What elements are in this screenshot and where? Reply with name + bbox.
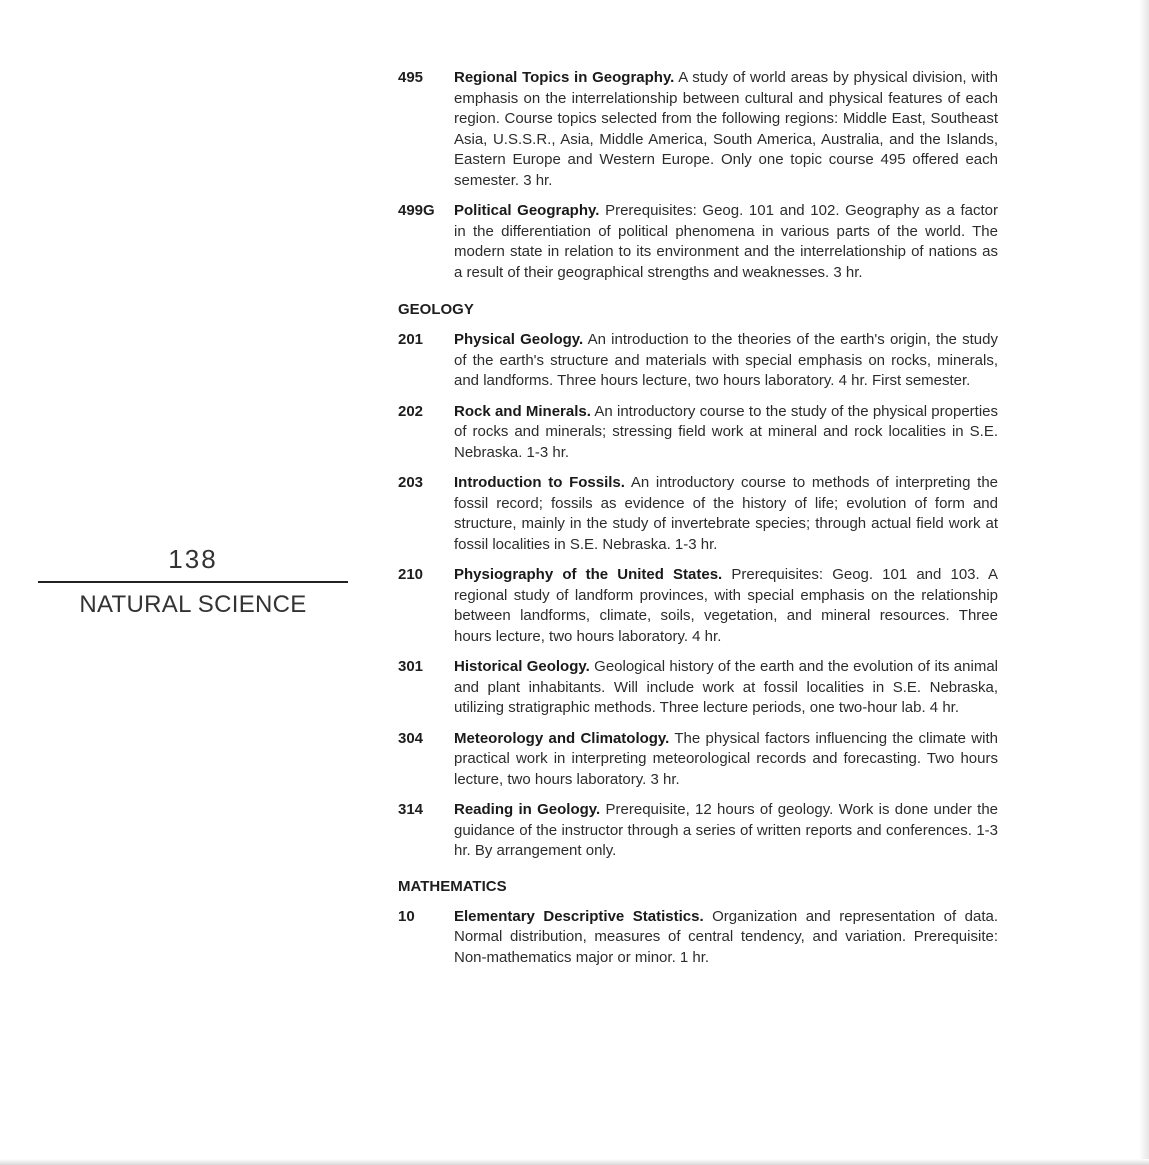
course-number: 201 — [398, 331, 424, 348]
course-text — [454, 729, 998, 791]
course-title: Political Geography. — [454, 202, 600, 219]
course-description: Prerequisite, 12 hours of geology. Work is done under the guidance of the instructor through a series of written reports and conferences. 1-3 hr. By arrangement only. — [454, 801, 999, 859]
page-bottom-shadow — [0, 1159, 1149, 1165]
course-description: An introductory course to methods of interpreting the fossil record; fossils as evidence of the history of life; evolution of form and structure, mainly in the study of invertebrate species; through actual field work at fossil localities in S.E. Nebraska. 1-3 hr. — [454, 474, 998, 553]
course-description: The physical factors influencing the climate with practical work in interpreting meteorological records and forecasting. Two hours lecture, two hours laboratory. 3 hr. — [454, 729, 998, 788]
course-text — [454, 68, 998, 191]
course-entry — [398, 402, 998, 464]
course-title: Regional Topics in Geography. — [454, 69, 675, 86]
course-title: Physiography of the United States. — [454, 566, 723, 583]
course-listing — [398, 68, 998, 978]
course-text — [454, 907, 998, 969]
course-entry — [398, 473, 998, 555]
course-entry — [398, 657, 998, 719]
course-title: Rock and Minerals. — [454, 402, 591, 420]
course-description: An introduction to the theories of the earth's origin, the study of the earth's structure and materials with special emphasis on rocks, minerals, and landforms. Three hours lecture, two hours laboratory. 4 hr. First semester. — [454, 331, 998, 389]
course-entry — [398, 729, 998, 791]
page-number: 138 — [168, 544, 218, 574]
margin-label — [38, 543, 348, 619]
course-text — [454, 201, 998, 283]
course-description: Prerequisites: Geog. 101 and 102. Geography as a factor in the differentiation of political phenomena in various parts of the world. The modern state in relation to its environment and the interrelationship of nations as a result of their geographical strengths and weaknesses. 3 hr. — [454, 202, 998, 281]
course-number: 314 — [398, 801, 424, 818]
course-description: Prerequisites: Geog. 101 and 103. A regional study of landform provinces, with special emphasis on the relationship between landforms, climate, soils, vegetation, and mineral resources. Three hours lecture, two hours laboratory. 4 hr. — [454, 566, 998, 645]
course-number: 495 — [398, 69, 424, 86]
course-text — [454, 800, 998, 862]
course-number: 304 — [398, 729, 424, 747]
course-number: 202 — [398, 402, 424, 420]
course-description: A study of world areas by physical division, with emphasis on the interrelationship between cultural and physical features of each region. Course topics selected from the following regions: Middle East, Southeast Asia, U.S.S.R., Asia, Middle America, South America, Australia, and the Islands, Eastern Europe and Western Europe. Only one topic course 495 offered each semester. 3 hr. — [454, 69, 999, 189]
course-text — [454, 402, 998, 464]
course-number: 10 — [398, 907, 415, 925]
course-number: 210 — [398, 566, 424, 583]
page-edge-shadow — [1139, 0, 1149, 1165]
course-title: Reading in Geology. — [454, 801, 601, 818]
course-title: Meteorology and Climatology. — [454, 729, 670, 747]
course-title: Physical Geology. — [454, 331, 584, 348]
department-heading-mathematics: MATHEMATICS — [398, 877, 507, 895]
course-text — [454, 657, 998, 719]
course-entry — [398, 565, 998, 647]
department-heading-geology: GEOLOGY — [398, 301, 474, 318]
course-entry — [398, 68, 998, 191]
course-text — [454, 330, 998, 392]
course-description: Geological history of the earth and the evolution of its animal and plant inhabitants. Will include work at fossil localities in S.E. Nebraska, utilizing stratigraphic methods. Three lecture periods, one two-hour lab. 4 hr. — [454, 658, 998, 716]
course-title: Historical Geology. — [454, 658, 590, 675]
course-description: Organization and representation of data. Normal distribution, measures of central tendency, and variation. Prerequisite: Non-mathematics major or minor. 1 hr. — [454, 907, 999, 966]
course-number: 499G — [398, 202, 435, 219]
section-title: NATURAL SCIENCE — [79, 591, 307, 618]
course-entry — [398, 907, 998, 969]
course-description: An introductory course to the study of the physical properties of rocks and minerals; stressing field work at mineral and rock localities in S.E. Nebraska. 1-3 hr. — [454, 402, 999, 461]
course-title: Elementary Descriptive Statistics. — [454, 907, 704, 925]
course-number: 301 — [398, 658, 424, 675]
course-title: Introduction to Fossils. — [454, 474, 625, 491]
course-entry — [398, 201, 998, 283]
course-text — [454, 473, 998, 555]
course-entry — [398, 330, 998, 392]
course-text — [454, 565, 998, 647]
course-entry — [398, 800, 998, 862]
course-number: 203 — [398, 474, 424, 491]
divider-rule — [38, 581, 348, 583]
